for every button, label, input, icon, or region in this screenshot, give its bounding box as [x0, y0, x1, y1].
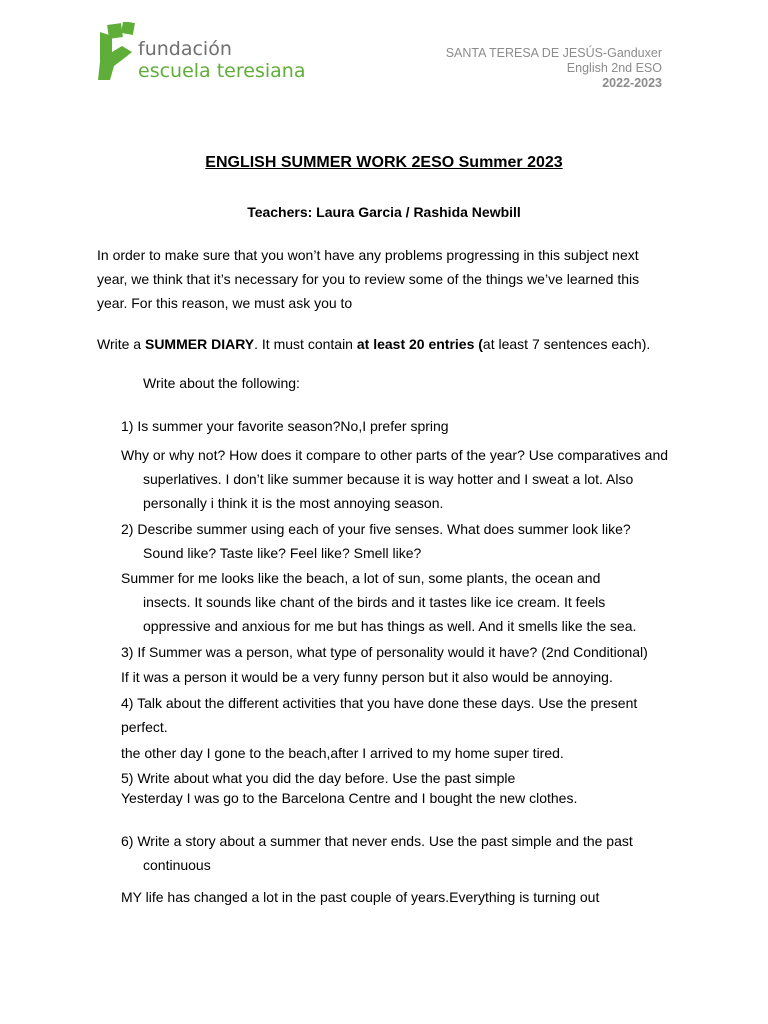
answer-6: MY life has changed a lot in the past couple of years.Everything is turning out	[121, 889, 600, 905]
question-2-line-2: Sound like? Taste like? Feel like? Smell like?	[143, 545, 422, 561]
teachers-line: Teachers: Laura Garcia / Rashida Newbill	[247, 204, 521, 220]
diary-text-1: Write a	[97, 336, 145, 352]
logo-mark-icon	[98, 22, 138, 82]
diary-text-2: . It must contain	[254, 336, 357, 352]
answer-4: the other day I gone to the beach,after I arrived to my home super tired.	[121, 745, 564, 761]
logo-text-fundacion: fundación	[138, 38, 232, 60]
answer-1-line-1: Why or why not? How does it compare to other parts of the year? Use comparatives and	[121, 447, 669, 463]
answer-2-line-3: oppressive and anxious for me but has things as well. And it smells like the sea.	[143, 618, 637, 634]
school-year: 2022-2023	[602, 76, 662, 90]
diary-text-3: at least 7 sentences each).	[482, 336, 651, 352]
question-2-line-1: 2) Describe summer using each of your five senses. What does summer look like?	[121, 521, 631, 537]
answer-2-line-2: insects. It sounds like chant of the birds and it tastes like ice cream. It feels	[143, 594, 606, 610]
logo-text-escuela: escuela teresiana	[138, 60, 306, 82]
intro-line-3: year. For this reason, we must ask you to	[97, 295, 353, 311]
answer-1-line-2: superlatives. I don’t like summer because it is way hotter and I sweat a lot. Also	[143, 471, 634, 487]
document-title: ENGLISH SUMMER WORK 2ESO Summer 2023	[205, 154, 563, 171]
intro-line-2: year, we think that it’s necessary for you to review some of the things we’ve learned this	[97, 271, 640, 287]
school-name: SANTA TERESA DE JESÚS-Ganduxer	[445, 46, 662, 60]
diary-bold-1: SUMMER DIARY	[144, 336, 255, 352]
diary-instruction	[97, 332, 650, 356]
question-1: 1) Is summer your favorite season?No,I prefer spring	[121, 418, 449, 434]
question-3: 3) If Summer was a person, what type of personality would it have? (2nd Conditional)	[121, 644, 648, 660]
question-4-line-2: perfect.	[121, 719, 168, 735]
course-label: English 2nd ESO	[566, 61, 662, 75]
school-info	[446, 46, 662, 91]
write-about-label: Write about the following:	[143, 375, 300, 391]
question-5: 5) Write about what you did the day before. Use the past simple	[121, 770, 516, 786]
answer-5: Yesterday I was go to the Barcelona Centre and I bought the new clothes.	[121, 790, 578, 806]
question-6-line-2: continuous	[143, 857, 211, 873]
answer-2-line-1: Summer for me looks like the beach, a lot of sun, some plants, the ocean and	[121, 570, 601, 586]
question-6-line-1: 6) Write a story about a summer that never ends. Use the past simple and the past	[121, 833, 633, 849]
answer-1-line-3: personally i think it is the most annoying season.	[143, 495, 444, 511]
answer-3: If it was a person it would be a very funny person but it also would be annoying.	[121, 669, 613, 685]
diary-bold-2: at least 20 entries (	[356, 336, 483, 352]
intro-line-1: In order to make sure that you won’t have any problems progressing in this subject next	[97, 247, 639, 263]
question-4-line-1: 4) Talk about the different activities that you have done these days. Use the present	[121, 695, 638, 711]
foundation-logo	[98, 22, 308, 84]
